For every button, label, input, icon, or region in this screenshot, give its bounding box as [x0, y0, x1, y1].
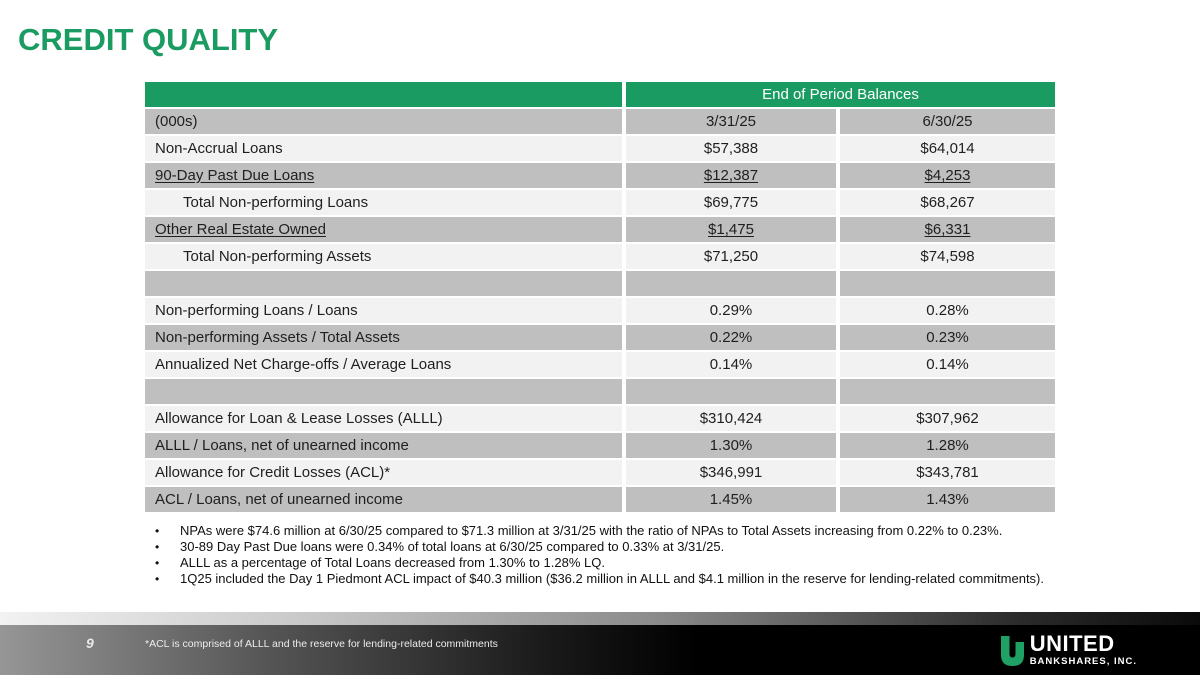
bullet-item	[155, 523, 1133, 539]
table-cell	[840, 379, 1055, 404]
table-cell: $71,250	[626, 244, 836, 269]
table-cell: Non-performing Loans / Loans	[145, 298, 622, 323]
table-cell	[840, 271, 1055, 296]
table-row	[145, 460, 1055, 485]
table-cell: Total Non-performing Loans	[145, 190, 622, 215]
footnote: *ACL is comprised of ALLL and the reserve for lending-related commitments	[145, 638, 498, 650]
bullet-item	[155, 555, 1133, 571]
table-cell: (000s)	[145, 109, 622, 134]
footer-bar	[0, 625, 1200, 675]
table-row	[145, 136, 1055, 161]
bullet-text: 1Q25 included the Day 1 Piedmont ACL impact of $40.3 million ($36.2 million in ALLL and $4.1 million in the reserve for lending-related commitments).	[180, 571, 1044, 586]
bullet-marker: •	[155, 556, 160, 570]
footer-gradient-strip	[0, 612, 1200, 625]
table-cell	[626, 271, 836, 296]
table-cell: $57,388	[626, 136, 836, 161]
table-cell: 0.29%	[626, 298, 836, 323]
table-row	[145, 406, 1055, 431]
table-cell: Other Real Estate Owned	[145, 217, 622, 242]
table-cell: $343,781	[840, 460, 1055, 485]
table-cell: 0.28%	[840, 298, 1055, 323]
table-cell: $346,991	[626, 460, 836, 485]
table-body	[145, 109, 1055, 512]
table-cell: 90-Day Past Due Loans	[145, 163, 622, 188]
page-number: 9	[86, 635, 94, 651]
table-cell: 1.45%	[626, 487, 836, 512]
table-cell: 0.14%	[626, 352, 836, 377]
table-cell: ACL / Loans, net of unearned income	[145, 487, 622, 512]
table-cell	[626, 379, 836, 404]
table-cell: Allowance for Credit Losses (ACL)*	[145, 460, 622, 485]
table-cell: $310,424	[626, 406, 836, 431]
table-cell: ALLL / Loans, net of unearned income	[145, 433, 622, 458]
table-cell	[145, 379, 622, 404]
bullet-item	[155, 571, 1133, 587]
table-header-empty-cell	[145, 82, 622, 107]
company-name: UNITED	[1029, 631, 1115, 656]
table-cell: 1.43%	[840, 487, 1055, 512]
table-cell: 3/31/25	[626, 109, 836, 134]
bullet-item	[155, 539, 1133, 555]
table-cell: 6/30/25	[840, 109, 1055, 134]
table-cell: $6,331	[840, 217, 1055, 242]
table-cell: $12,387	[626, 163, 836, 188]
bullet-text: NPAs were $74.6 million at 6/30/25 compared to $71.3 million at 3/31/25 with the ratio of NPAs to Total Assets increasing from 0.22% to 0.23%.	[180, 523, 1003, 538]
bullet-marker: •	[155, 572, 160, 586]
table-cell: 0.22%	[626, 325, 836, 350]
table-cell: $68,267	[840, 190, 1055, 215]
table-cell: $4,253	[840, 163, 1055, 188]
bullet-text: 30-89 Day Past Due loans were 0.34% of total loans at 6/30/25 compared to 0.33% at 3/31/25.	[180, 539, 725, 554]
table-row	[145, 487, 1055, 512]
table-row	[145, 163, 1055, 188]
table-row	[145, 244, 1055, 269]
table-row	[145, 325, 1055, 350]
table-cell: $64,014	[840, 136, 1055, 161]
table-cell: 0.23%	[840, 325, 1055, 350]
company-logo	[1001, 633, 1137, 671]
bullet-marker: •	[155, 524, 160, 538]
bullet-list	[155, 523, 1133, 587]
table-cell: Total Non-performing Assets	[145, 244, 622, 269]
bullet-marker: •	[155, 540, 160, 554]
table-cell: 1.30%	[626, 433, 836, 458]
credit-quality-table	[145, 82, 1055, 514]
table-row	[145, 190, 1055, 215]
company-logo-text	[1030, 633, 1137, 667]
table-cell: $1,475	[626, 217, 836, 242]
bullet-text: ALLL as a percentage of Total Loans decreased from 1.30% to 1.28% LQ.	[180, 555, 605, 570]
table-cell: $307,962	[840, 406, 1055, 431]
table-row	[145, 298, 1055, 323]
table-row	[145, 352, 1055, 377]
table-cell: Non-performing Assets / Total Assets	[145, 325, 622, 350]
table-header-row	[145, 82, 1055, 107]
table-row	[145, 109, 1055, 134]
table-cell	[145, 271, 622, 296]
table-cell: Non-Accrual Loans	[145, 136, 622, 161]
table-header-span: End of Period Balances	[626, 82, 1055, 107]
table-cell: Annualized Net Charge-offs / Average Loans	[145, 352, 622, 377]
table-cell: $74,598	[840, 244, 1055, 269]
table-row	[145, 217, 1055, 242]
table-row	[145, 271, 1055, 296]
table-cell: $69,775	[626, 190, 836, 215]
united-u-icon	[1001, 636, 1024, 671]
table-cell: 1.28%	[840, 433, 1055, 458]
table-row	[145, 379, 1055, 404]
table-row	[145, 433, 1055, 458]
table-cell: Allowance for Loan & Lease Losses (ALLL)	[145, 406, 622, 431]
page-title: CREDIT QUALITY	[18, 22, 279, 57]
company-subname: BANKSHARES, INC.	[1029, 656, 1137, 667]
table-cell: 0.14%	[840, 352, 1055, 377]
